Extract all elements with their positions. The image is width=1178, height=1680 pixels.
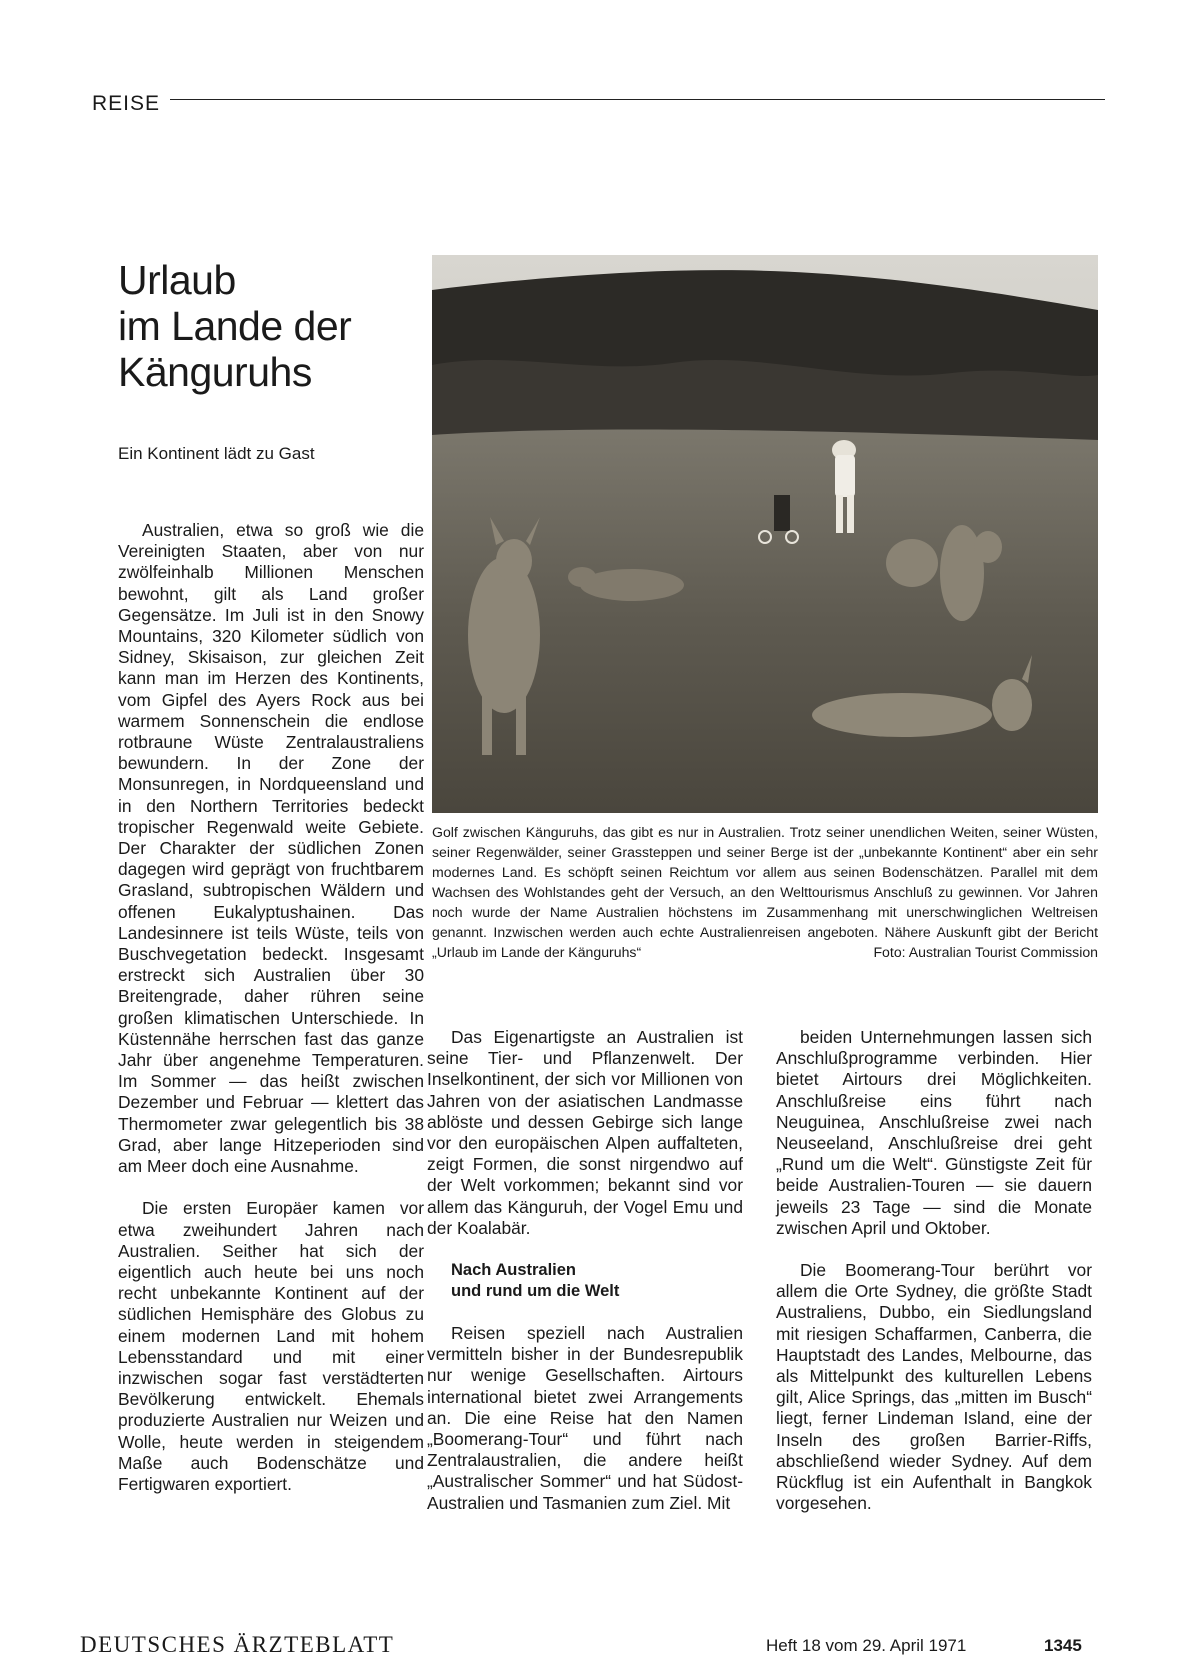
photo-credit: Foto: Australian Tourist Commission xyxy=(873,944,1098,960)
section-heading xyxy=(451,1260,743,1302)
title-line: Känguruhs xyxy=(118,348,312,395)
paragraph: Das Eigenartigste an Australien ist seine Tier- und Pflanzenwelt. Der Inselkontinent, der sich vor Millionen von Jahren von der asiatischen Landmasse ablöste und dessen Gebirge sich lange vor den europäischen Alpen auffalteten, zeigt Formen, die sonst nirgendwo auf der Welt vorkommen; bekannt sind vor allem das Känguruh, der Vogel Emu und der Koalabär. xyxy=(427,1027,743,1238)
journal-masthead: DEUTSCHES ÄRZTEBLATT xyxy=(80,1632,395,1657)
photo-caption xyxy=(432,822,1098,962)
paragraph: Australien, etwa so groß wie die Vereinigten Staaten, aber von nur zwölfeinhalb Millionen Menschen bewohnt, gilt als Land großer Gegensätze. Im Juli ist in den Snowy Mountains, 320 Kilometer südlich von Sidney, Skisaison, zur gleichen Zeit kann man im Herzen des Kontinents, vom Gipfel des Ayers Rock aus bei warmem Sonnenschein die endlose rotbraune Wüste Zentralaustraliens bewundern. In der Zone der Monsunregen, in Nordqueensland und in den Northern Territories bedeckt tropischer Regenwald weite Gebiete. Der Charakter der südlichen Zonen dagegen wird geprägt von fruchtbarem Grasland, subtropischen Wäldern und offenen Eukalyptushainen. Das Landesinnere ist teils Wüste, teils von Buschvegetation bedeckt. Insgesamt erstreckt sich Australien über 30 Breitengrade, daher rühren seine großen klimatischen Unterschiede. In Küstennähe herrschen fast das ganze Jahr über angenehme Temperaturen. Im Sommer — das heißt zwischen Dezember und Februar — klettert das Thermometer zwar gelegentlich bis 38 Grad, aber lange Hitzeperioden sind am Meer doch eine Ausnahme. xyxy=(118,520,424,1177)
heading-line: Nach Australien xyxy=(451,1261,577,1280)
section-rule xyxy=(170,99,1105,100)
paragraph: Die ersten Europäer kamen vor etwa zweihundert Jahren nach Australien. Seither hat sich der eigentlich auch heute bei uns noch recht unbekannte Kontinent auf der südlichen Hemisphäre des Globus zu einem modernen Land mit hohem Lebensstandard und mit einer inzwischen sogar fast verstädterten Bevölkerung entwickelt. Ehemals produzierte Australien nur Weizen und Wolle, heute werden in steigendem Maße auch Bodenschätze und Fertigwaren exportiert. xyxy=(118,1198,424,1494)
heading-line: und rund um die Welt xyxy=(451,1282,620,1301)
article-photo xyxy=(432,255,1098,813)
article-subtitle: Ein Kontinent lädt zu Gast xyxy=(118,444,315,463)
paragraph: beiden Unternehmungen lassen sich Anschlußprogramme verbinden. Hier bietet Airtours drei Möglichkeiten. Anschlußreise eins führt nach Neuguinea, Anschlußreise zwei nach Neuseeland, Anschlußreise drei geht „Rund um die Welt“. Günstigste Zeit für beide Australien-Touren — sie dauern jeweils 23 Tage — sind die Monate zwischen April und Oktober. xyxy=(776,1027,1092,1238)
column-3 xyxy=(776,1027,1092,1514)
title-line: im Lande der xyxy=(118,302,352,349)
paragraph: Reisen speziell nach Australien vermitteln bisher in der Bundesrepublik nur wenige Gesellschaften. Airtours international bietet zwei Arrangements an. Die eine Reise hat den Namen „Boomerang-Tour“ und führt nach Zentralaustralien, die andere heißt „Australischer Sommer“ und hat Südost-Australien und Tasmanien zum Ziel. Mit xyxy=(427,1323,743,1513)
title-line: Urlaub xyxy=(118,257,236,303)
page-number: 1345 xyxy=(1044,1636,1082,1655)
column-2 xyxy=(427,1027,743,1514)
column-1 xyxy=(118,520,424,1495)
paragraph: Die Boomerang-Tour berührt vor allem die Orte Sydney, die größte Stadt Australiens, Dubbo, ein Siedlungsland mit riesigen Schaffarmen, Canberra, die Hauptstadt des Landes, Melbourne, das als Mittelpunkt des kulturellen Lebens gilt, Alice Springs, das „mitten im Busch“ liegt, ferner Lindeman Island, eine der Inseln des großen Barrier-Riffs, abschließend wieder Sydney. Auf dem Rückflug ist ein Aufenthalt in Bangkok vorgesehen. xyxy=(776,1260,1092,1514)
caption-text: Golf zwischen Känguruhs, das gibt es nur in Australien. Trotz seiner unendlichen Weiten, seiner Wüsten, seiner Regenwälder, seiner Grassteppen und seiner Berge ist der „unbekannte Kontinent“ aber ein sehr modernes Land. Es schöpft seinen Reichtum vor allem aus seinen Bodenschätzen. Parallel mit dem Wachsen des Wohlstandes geht der Versuch, an den Welttourismus Anschluß zu gewinnen. Vor Jahren noch wurde der Name Australien höchstens im Zusammenhang mit unerschwinglichen Weltreisen genannt. Inzwischen werden auch echte Australienreisen angeboten. Nähere Auskunft gibt der Bericht „Urlaub im Lande der Känguruhs“ xyxy=(432,824,1098,960)
issue-info: Heft 18 vom 29. April 1971 xyxy=(766,1636,967,1655)
golf-kangaroo-photo xyxy=(432,255,1098,813)
section-label: REISE xyxy=(92,92,161,115)
article-title xyxy=(118,258,418,396)
